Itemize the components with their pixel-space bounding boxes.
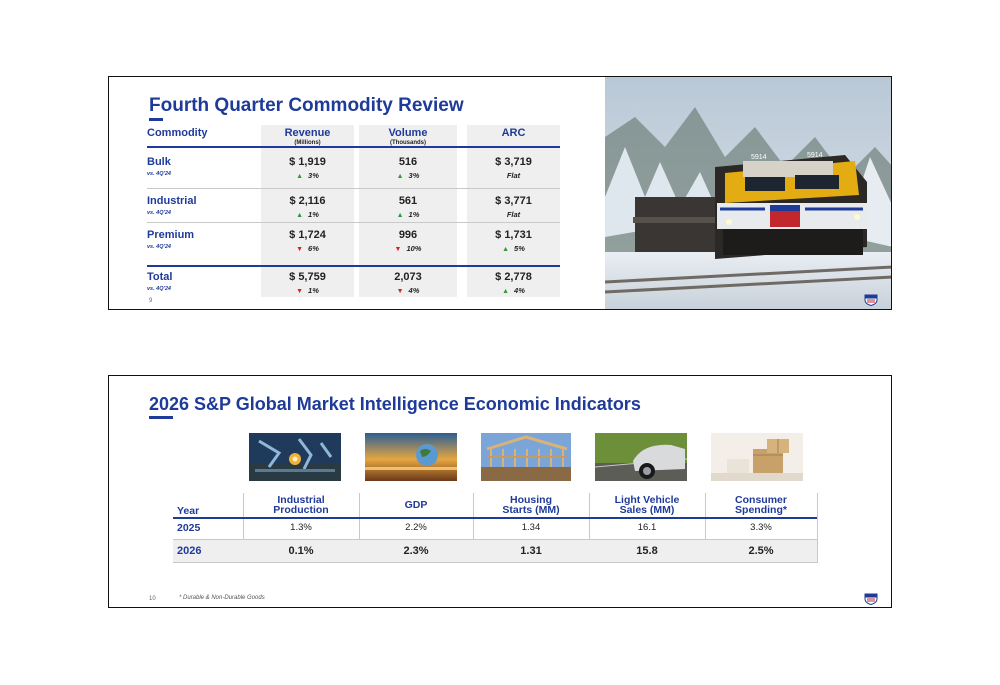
triangle-up-icon: ▲ <box>296 173 304 180</box>
revenue-change <box>261 244 354 253</box>
commodity-review-slide <box>108 76 892 310</box>
header-industrial-production <box>243 495 359 515</box>
volume-value: 561 <box>398 195 418 207</box>
header-vehicle-line1: Light Vehicle <box>614 494 680 506</box>
table-bottom-border <box>173 562 817 563</box>
arc-value: $ 2,778 <box>495 271 532 283</box>
commodity-row-industrial <box>109 195 579 231</box>
header-industrial-line2: Production <box>273 504 329 516</box>
triangle-up-icon: ▲ <box>396 212 404 219</box>
header-light-vehicle-sales <box>589 495 705 515</box>
page-number: 10 <box>149 596 156 602</box>
revenue-value: $ 1,724 <box>289 229 326 241</box>
header-divider <box>147 146 560 148</box>
title-underline <box>149 118 163 121</box>
gdp-value: 2.3% <box>403 545 429 557</box>
volume-value: 516 <box>398 156 418 168</box>
triangle-down-icon: ▼ <box>396 288 404 295</box>
revenue-value: $ 2,116 <box>289 195 326 207</box>
arc-value: $ 3,771 <box>495 195 532 207</box>
housing-starts-image <box>481 433 571 481</box>
arc-value: $ 1,731 <box>495 229 532 241</box>
commodity-name: Total <box>147 271 173 283</box>
header-gdp: GDP <box>404 499 428 511</box>
year-cell: 2025 <box>177 522 201 534</box>
volume-change-text: 10% <box>406 244 422 253</box>
header-volume-unit: (Thousands) <box>390 140 426 146</box>
triangle-down-icon: ▼ <box>394 246 402 253</box>
revenue-change-text: 6% <box>308 244 319 253</box>
commodity-name: Bulk <box>147 156 171 168</box>
housing-starts-value: 1.34 <box>521 522 541 533</box>
commodity-row-bulk <box>109 156 579 192</box>
consumer-spending-image <box>711 433 803 481</box>
title-underline <box>149 416 173 419</box>
header-year: Year <box>177 505 200 517</box>
arc-change-text: Flat <box>506 171 521 180</box>
gdp-value: 2.2% <box>405 522 427 533</box>
revenue-cell <box>261 271 354 295</box>
header-revenue <box>261 127 354 146</box>
revenue-value: $ 1,919 <box>289 156 326 168</box>
header-housing-line1: Housing <box>510 494 552 506</box>
comparison-period: vs. 4Q'24 <box>147 244 171 250</box>
consumer-spending-value: 3.3% <box>750 522 772 533</box>
revenue-change-text: 1% <box>308 286 319 295</box>
locomotive-photo <box>605 77 892 310</box>
triangle-up-icon: ▲ <box>396 173 404 180</box>
industrial-production-image <box>249 433 341 481</box>
volume-cell <box>359 271 457 295</box>
volume-cell <box>359 229 457 253</box>
volume-cell <box>359 156 457 180</box>
header-consumer-line1: Consumer <box>735 494 787 506</box>
header-divider <box>173 517 817 519</box>
comparison-period: vs. 4Q'24 <box>147 286 171 292</box>
arc-change <box>467 244 560 253</box>
row-divider <box>173 539 817 540</box>
light-vehicle-value: 16.1 <box>637 522 657 533</box>
triangle-down-icon: ▼ <box>296 288 304 295</box>
revenue-change <box>261 171 354 180</box>
arc-cell <box>467 271 560 295</box>
commodity-row-total <box>109 271 579 307</box>
arc-change-text: 5% <box>514 244 525 253</box>
slide-title: 2026 S&P Global Market Intelligence Economic Indicators <box>149 394 641 414</box>
revenue-cell <box>261 156 354 180</box>
comparison-period: vs. 4Q'24 <box>147 210 171 216</box>
arc-cell <box>467 156 560 180</box>
revenue-change <box>261 210 354 219</box>
year-cell: 2026 <box>177 545 202 557</box>
light-vehicle-value: 15.8 <box>636 545 658 557</box>
volume-change-text: 1% <box>408 210 420 219</box>
volume-cell <box>359 195 457 219</box>
revenue-change-text: 1% <box>308 210 319 219</box>
volume-change <box>359 171 457 180</box>
revenue-cell <box>261 229 354 253</box>
volume-value: 2,073 <box>394 271 422 283</box>
arc-change <box>467 286 560 295</box>
triangle-up-icon: ▲ <box>502 246 510 253</box>
revenue-change-text: 3% <box>308 171 319 180</box>
header-consumer-line2: Spending* <box>735 504 787 516</box>
header-consumer-spending <box>705 495 817 515</box>
arc-change-text: Flat <box>506 210 521 219</box>
consumer-spending-value: 2.5% <box>748 545 774 557</box>
volume-change <box>359 286 457 295</box>
arc-cell <box>467 229 560 253</box>
header-revenue-label: Revenue <box>284 127 331 139</box>
revenue-change <box>261 286 354 295</box>
volume-change <box>359 244 457 253</box>
header-commodity: Commodity <box>147 127 208 139</box>
commodity-row-premium <box>109 229 579 265</box>
triangle-down-icon: ▼ <box>296 246 304 253</box>
volume-change <box>359 210 457 219</box>
light-vehicle-image <box>595 433 687 481</box>
volume-change-text: 4% <box>408 286 420 295</box>
arc-change <box>467 171 560 180</box>
comparison-period: vs. 4Q'24 <box>147 171 171 177</box>
header-volume <box>359 127 457 146</box>
header-volume-label: Volume <box>388 127 428 139</box>
slide-title: Fourth Quarter Commodity Review <box>149 95 464 116</box>
triangle-up-icon: ▲ <box>296 212 304 219</box>
union-pacific-shield-icon <box>864 593 878 605</box>
footnote: * Durable & Non-Durable Goods <box>179 595 265 601</box>
arc-cell <box>467 195 560 219</box>
locomotive-number-left: 5914 <box>751 154 767 161</box>
gdp-globe-image <box>365 433 457 481</box>
arc-change-text: 4% <box>514 286 525 295</box>
industrial-production-value: 0.1% <box>288 545 314 557</box>
commodity-name: Premium <box>147 229 195 241</box>
header-housing-starts <box>473 495 589 515</box>
header-industrial-line1: Industrial <box>277 494 325 506</box>
column-separator <box>817 493 818 563</box>
locomotive-number-right: 5914 <box>807 152 823 159</box>
total-divider <box>147 265 560 267</box>
triangle-up-icon: ▲ <box>502 288 510 295</box>
industrial-production-value: 1.3% <box>290 522 312 533</box>
arc-change <box>467 210 560 219</box>
page-number: 9 <box>149 298 153 304</box>
revenue-value: $ 5,759 <box>289 271 326 283</box>
union-pacific-shield-icon <box>864 294 878 306</box>
volume-value: 996 <box>398 229 418 241</box>
revenue-cell <box>261 195 354 219</box>
header-vehicle-line2: Sales (MM) <box>619 504 675 516</box>
header-housing-line2: Starts (MM) <box>502 504 560 516</box>
header-arc: ARC <box>501 127 526 139</box>
housing-starts-value: 1.31 <box>520 545 542 557</box>
economic-indicators-slide <box>108 375 892 608</box>
commodity-name: Industrial <box>147 195 197 207</box>
header-revenue-unit: (Millions) <box>294 140 321 146</box>
volume-change-text: 3% <box>408 171 420 180</box>
arc-value: $ 3,719 <box>495 156 532 168</box>
